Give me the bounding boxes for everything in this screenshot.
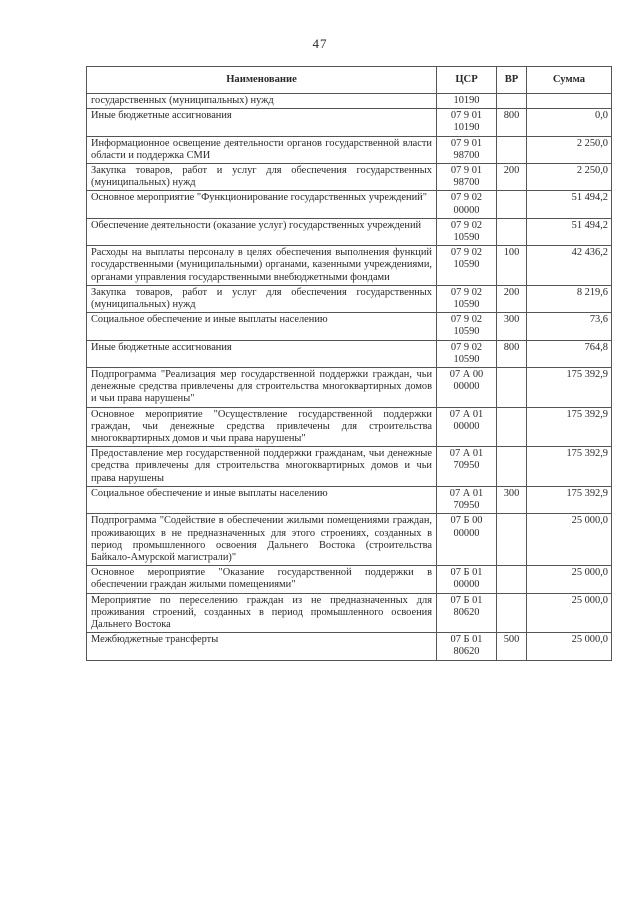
header-vr: ВР [497,67,527,94]
cell-sum: 25 000,0 [527,593,612,633]
cell-vr: 300 [497,486,527,513]
table-row [87,407,612,447]
cell-name: Основное мероприятие "Оказание государственной поддержки в обеспечении граждан жилыми помещениями" [87,566,437,593]
header-sum: Сумма [527,67,612,94]
table-row [87,447,612,487]
cell-vr [497,593,527,633]
cell-vr [497,94,527,109]
table-row [87,593,612,633]
table-row [87,313,612,340]
cell-csr: 07 9 01 10190 [437,109,497,136]
cell-csr: 07 А 01 70950 [437,447,497,487]
table-row [87,109,612,136]
table-row [87,218,612,245]
cell-vr [497,368,527,408]
cell-name: Основное мероприятие "Функционирование государственных учреждений" [87,191,437,218]
cell-name: Социальное обеспечение и иные выплаты населению [87,486,437,513]
cell-vr [497,407,527,447]
cell-name: Межбюджетные трансферты [87,633,437,660]
cell-csr: 07 9 02 10590 [437,285,497,312]
table-row [87,191,612,218]
cell-name: Иные бюджетные ассигнования [87,340,437,367]
cell-name: Подпрограмма "Реализация мер государственной поддержки граждан, чьи денежные средства привлечены для строительства многоквартирных домов и чьи права нарушены" [87,368,437,408]
cell-csr: 07 9 01 98700 [437,164,497,191]
table-row [87,136,612,163]
cell-vr [497,136,527,163]
cell-name: Предоставление мер государственной поддержки гражданам, чьи денежные средства привлечены для строительства многоквартирных домов и чьи права нарушены [87,447,437,487]
cell-csr: 07 9 02 10590 [437,313,497,340]
cell-name: Закупка товаров, работ и услуг для обеспечения государственных (муниципальных) нужд [87,164,437,191]
cell-sum: 2 250,0 [527,164,612,191]
table-row [87,368,612,408]
cell-csr: 07 Б 01 80620 [437,593,497,633]
cell-name: Подпрограмма "Содействие в обеспечении жилыми помещениями граждан, проживающих в не предназначенных для этого строениях, созданных в период промышленного освоения Дальнего Востока (строительства Байкало-Амурской магистрали)" [87,514,437,566]
cell-sum: 175 392,9 [527,447,612,487]
cell-csr: 10190 [437,94,497,109]
cell-csr: 07 А 01 70950 [437,486,497,513]
cell-csr: 07 9 01 98700 [437,136,497,163]
cell-csr: 07 А 01 00000 [437,407,497,447]
cell-sum: 51 494,2 [527,218,612,245]
cell-sum: 73,6 [527,313,612,340]
cell-vr: 200 [497,164,527,191]
cell-name: Закупка товаров, работ и услуг для обеспечения государственных (муниципальных) нужд [87,285,437,312]
cell-sum [527,94,612,109]
table-row [87,285,612,312]
header-name: Наименование [87,67,437,94]
header-csr: ЦСР [437,67,497,94]
table-row [87,164,612,191]
cell-name: Основное мероприятие "Осуществление государственной поддержки граждан, чьи денежные средства привлечены для строительства многоквартирных домов и чьи права нарушены" [87,407,437,447]
cell-name: Иные бюджетные ассигнования [87,109,437,136]
cell-name: Расходы на выплаты персоналу в целях обеспечения выполнения функций государственными (муниципальными) органами, казенными учреждениями, органами управления государственными внебюджетными фондами [87,246,437,286]
cell-name: Обеспечение деятельности (оказание услуг) государственных учреждений [87,218,437,245]
cell-vr: 100 [497,246,527,286]
cell-vr: 300 [497,313,527,340]
cell-name: Социальное обеспечение и иные выплаты населению [87,313,437,340]
cell-csr: 07 Б 01 80620 [437,633,497,660]
cell-csr: 07 9 02 10590 [437,246,497,286]
cell-sum: 51 494,2 [527,191,612,218]
table-row [87,486,612,513]
table-header-row [87,67,612,94]
cell-sum: 25 000,0 [527,566,612,593]
cell-name: государственных (муниципальных) нужд [87,94,437,109]
cell-vr [497,566,527,593]
cell-vr: 500 [497,633,527,660]
cell-sum: 2 250,0 [527,136,612,163]
cell-csr: 07 Б 00 00000 [437,514,497,566]
cell-csr: 07 А 00 00000 [437,368,497,408]
cell-sum: 0,0 [527,109,612,136]
cell-vr [497,218,527,245]
table-body [87,94,612,661]
table-row [87,246,612,286]
cell-vr: 800 [497,109,527,136]
cell-csr: 07 9 02 10590 [437,218,497,245]
cell-vr: 200 [497,285,527,312]
cell-sum: 764,8 [527,340,612,367]
cell-sum: 42 436,2 [527,246,612,286]
cell-sum: 175 392,9 [527,368,612,408]
cell-sum: 8 219,6 [527,285,612,312]
page-number: 47 [312,36,328,51]
cell-name: Мероприятие по переселению граждан из не предназначенных для проживания строений, созданных в период промышленного освоения Дальнего Востока [87,593,437,633]
cell-sum: 175 392,9 [527,407,612,447]
table-row [87,514,612,566]
cell-sum: 25 000,0 [527,514,612,566]
budget-table [86,66,612,661]
table-row [87,94,612,109]
cell-sum: 25 000,0 [527,633,612,660]
cell-vr [497,447,527,487]
cell-csr: 07 9 02 00000 [437,191,497,218]
cell-csr: 07 9 02 10590 [437,340,497,367]
cell-csr: 07 Б 01 00000 [437,566,497,593]
table-row [87,340,612,367]
table-row [87,633,612,660]
cell-name: Информационное освещение деятельности органов государственной власти области и поддержка СМИ [87,136,437,163]
table-row [87,566,612,593]
cell-vr: 800 [497,340,527,367]
cell-vr [497,514,527,566]
cell-vr [497,191,527,218]
cell-sum: 175 392,9 [527,486,612,513]
